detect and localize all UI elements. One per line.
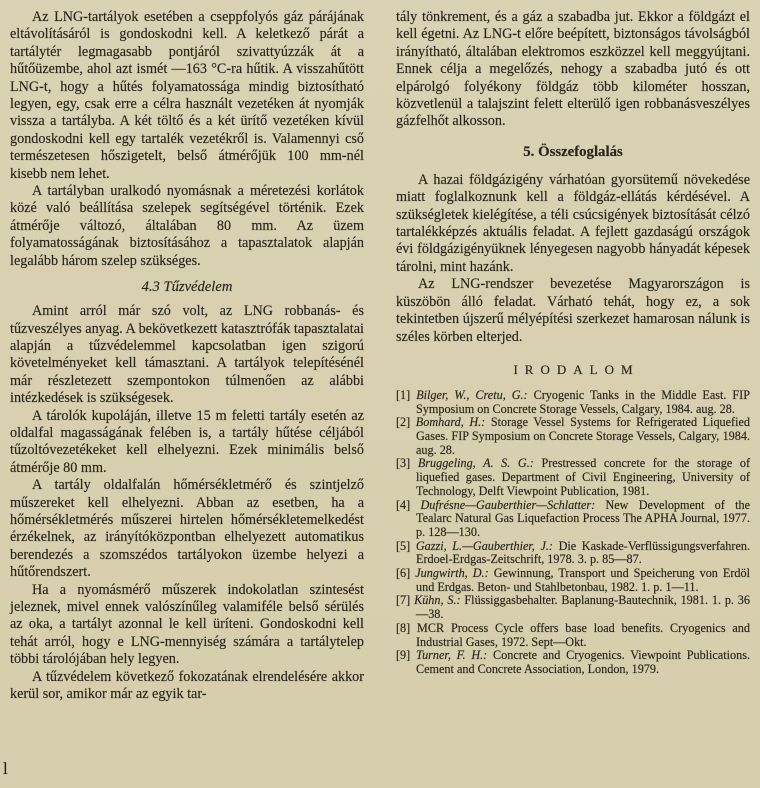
paragraph-summary-lng-hungary: Az LNG-rendszer bevezetése Magyarországon is küszöbön álló feladat. Várható tehát, hogy ez, a sok tekintetben újszerű mélyépítési szerkezet hamarosan nálunk is széles körben elterjed.: [396, 276, 750, 345]
reference-item-6: [396, 567, 750, 594]
reference-text: Die Kaskade-Verflüssigungsverfahren. Erdoel-Erdgas-Zeitschrift, 1978. 3. p. 85—87.: [416, 538, 750, 567]
reference-item-1: [396, 389, 750, 416]
reference-item-7: [396, 594, 750, 621]
reference-item-4: [396, 499, 750, 540]
paragraph-instruments: A tartály oldalfalán hőmérsékletmérő és szintjelző műszereket kell elhelyezni. Abban az esetben, ha a hőmérsékletmérés műszerei hirtelen hőmérsékletemelkedést érzékelnek, az irányítóközpontban elhelyezett automatikus berendezés a szomszédos tartályokon üzembe helyezi a hűtőrendszert.: [10, 477, 364, 581]
reference-authors: Bomhard, H.:: [415, 415, 486, 430]
reference-text: Prestressed concrete for the storage of liquefied gases. Department of Civil Engineering, University of Technology, Delft Viewpoint Publication, 1981.: [416, 456, 751, 498]
reference-item-2: [396, 416, 750, 457]
paragraph-summary-demand: A hazai földgázigény várhatóan gyorsütemű növekedése miatt foglalkoznunk kell a földgáz-ellátás kérdésével. A szükségletek kielégítése, a téli csúcsigények biztosítását célzó tartalékképzés aktuális feladat. A fejlett gazdaságú országok évi földgázigényüknek lényegesen nagyobb hányadát képesek tárolni, mint hazánk.: [396, 171, 750, 275]
paragraph-tank-failure-continuation: tály tönkrement, és a gáz a szabadba jut. Ekkor a földgázt el kell égetni. Az LNG-t előre beépített, biztonságos távolságból irányítható, általában elektromos eszközzel kell meggyújtani. Ennek célja a megelőzés, nehogy a szabadba jutó és ott elpárolgó folyékony földgáz több kilométer hosszan, közvetlenül a talajszint felett elterülő igen robbanásveszélyes gázfelhőt alkosson.: [396, 9, 750, 130]
reference-item-3: [396, 457, 750, 498]
reference-text: Flüssiggasbehalter. Baplanung-Bautechnik, 1981. 1. p. 36—38.: [416, 593, 750, 622]
paragraph-fire-requirements: Amint arról már szó volt, az LNG robbanás- és tűzveszélyes anyag. A bekövetkezett katasztrófák tapasztalatai alapján a tűzvédelemmel kapcsolatban igen szigorú követelményeket kell támasztani. A tartályok telepítésénél már részletezett szempontokon túlmenően az alábbi intézkedések is szükségesek.: [10, 303, 364, 407]
left-column: [10, 9, 364, 703]
reference-item-8: [396, 622, 750, 649]
reference-authors: Bilger, W., Cretu, G.:: [416, 387, 528, 402]
reference-label: [7]: [396, 593, 411, 608]
reference-authors: Dufrésne—Gauberthier—Schlatter:: [420, 497, 596, 512]
reference-text: Cryogenic Tanks in the Middle East. FIP Symposium on Concrete Storage Vessels, Calgary, 1984. aug. 28.: [416, 387, 751, 416]
reference-label: [8]: [396, 620, 411, 635]
reference-text: Concrete and Cryogenics. Viewpoint Publications. Cement and Concrete Association, London, 1979.: [416, 648, 751, 676]
reference-text: MCR Process Cycle offers base load benefits. Cryogenics and Industrial Gases, 1972. Sept—Okt.: [416, 620, 750, 649]
paragraph-fire-next-stage: A tűzvédelem következő fokozatának elrendelésére akkor kerül sor, amikor már az egyik tar-: [10, 668, 364, 703]
bibliography-heading: IRODALOM: [513, 361, 640, 377]
reference-label: [4]: [396, 497, 411, 512]
paragraph-pressure-gauges: Ha a nyomásmérő műszerek indokolatlan szintesést jeleznek, mivel ennek valószínűleg valamiféle belső sérülés az oka, a tartályt azonnal le kell üríteni. Gondoskodni kell tehát arról, hogy e LNG-mennyiség számára a tartálytelep többi tárolójában hely legyen.: [10, 581, 364, 668]
section-heading-summary: 5. Összefoglalás: [523, 143, 623, 160]
right-column: [396, 9, 750, 703]
reference-label: [1]: [396, 387, 411, 402]
reference-label: [3]: [396, 456, 411, 471]
reference-text: Gewinnung, Transport und Speicherung von Erdöl und Erdgas. Beton- und Stahlbetonbau, 1982. 1. p. 1—11.: [416, 566, 750, 594]
reference-item-9: [396, 649, 750, 676]
reference-authors: Jungwirth, D.:: [415, 566, 489, 581]
reference-authors: Turner, F. H.:: [415, 648, 488, 663]
print-artifact-stray-letter: l: [3, 759, 8, 778]
reference-label: [9]: [396, 648, 411, 663]
reference-label: [2]: [396, 415, 411, 430]
section-heading-fire-protection: 4.3 Tűzvédelem: [141, 279, 233, 296]
reference-label: [6]: [396, 566, 411, 581]
two-column-layout: [10, 9, 750, 703]
reference-text: Storage Vessel Systems for Refrigerated Liquefied Gases. FIP Symposium on Concrete Storage Vessels, Calgary, 1984. aug. 28.: [416, 415, 750, 457]
reference-authors: Bruggeling, A. S. G.:: [417, 456, 534, 471]
paragraph-pressure-valves: A tartályban uralkodó nyomásnak a méretezési korlátok közé való beállítása szelepek segítségével történik. Ezek átmérője változó, általában 80 mm. Az üzem folyamatosságának biztosításához a tapasztalatok alapján legalább három szelep szükséges.: [10, 183, 364, 269]
reference-item-5: [396, 540, 750, 567]
reference-authors: Gazzi, L.—Gauberthier, J.:: [415, 538, 553, 553]
reference-list: [396, 389, 750, 677]
reference-label: [5]: [396, 538, 411, 553]
reference-authors: Kühn, S.:: [414, 593, 461, 608]
reference-text: New Development of the Tealarc Natural Gas Liquefaction Process The APHA Journal, 1977. p. 128—130.: [416, 497, 750, 539]
paragraph-lng-vapor-handling: Az LNG-tartályok esetében a cseppfolyós gáz párájának eltávolításáról is gondoskodni kell. A keletkező párát a tartálytér legmagasabb pontjáról szivattyúzzák át a hűtőüzembe, ahol azt ismét —163 °C-ra hűtik. A visszahűtött LNG-t, hogy a hűtés folyamatossága mindig biztosítható legyen, egy, csak erre a célra használt vezetéken át nyomják vissza a tartályba. A két töltő és a két ürítő vezetéken kívül gondoskodni kell egy tartalék vezetékről is. Valamennyi cső természetesen hőszigetelt, belső átmérőjük 100 mm-nél kisebb nem lehet.: [10, 9, 364, 182]
paragraph-fire-pipes: A tárolók kupoláján, illetve 15 m feletti tartály esetén az oldalfal magasságának felében is, a tartály hűtése céljából tűzoltóvezetékeket kell elhelyezni. Ezek minimális belső átmérője 80 mm.: [10, 407, 364, 476]
